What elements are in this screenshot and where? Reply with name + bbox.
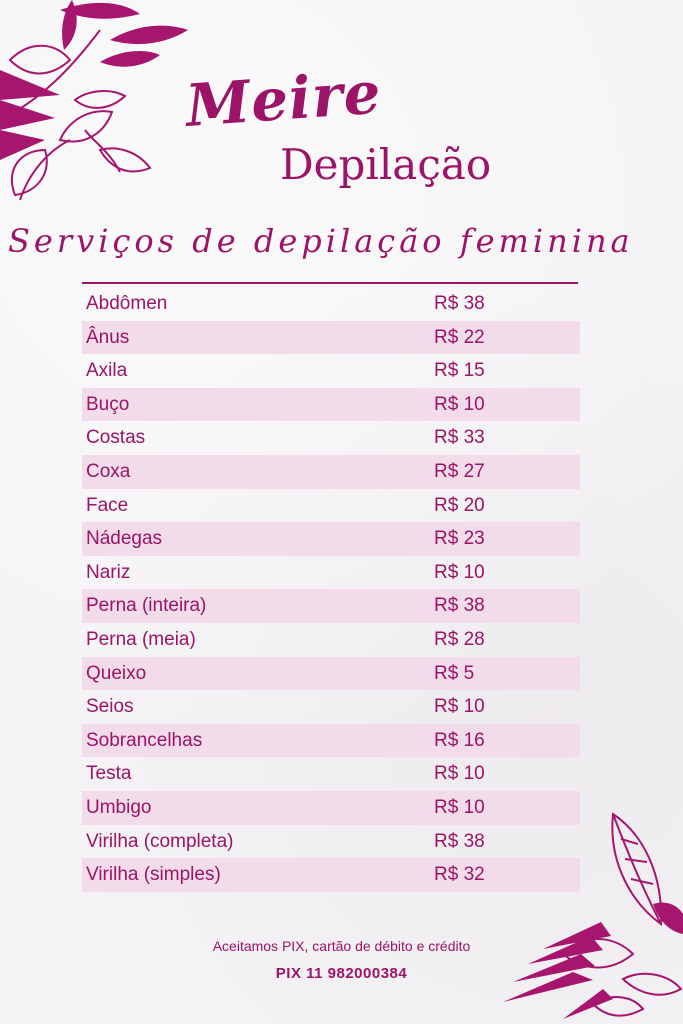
price-row — [82, 623, 580, 657]
service-name: Axila — [86, 360, 128, 382]
service-price: R$ 10 — [434, 763, 485, 785]
price-row — [82, 825, 580, 859]
service-name: Coxa — [86, 460, 131, 482]
price-row — [82, 354, 580, 388]
price-row — [82, 757, 580, 791]
service-name: Seios — [86, 696, 134, 718]
service-price: R$ 38 — [434, 830, 485, 852]
price-row — [82, 455, 580, 489]
price-row — [82, 791, 580, 825]
price-row — [82, 522, 580, 556]
service-name: Umbigo — [86, 796, 152, 818]
payment-note: Aceitamos PIX, cartão de débito e crédito — [212, 938, 471, 954]
service-price: R$ 28 — [434, 628, 485, 650]
service-name: Ânus — [86, 326, 130, 348]
brand-script-title: Meire — [183, 58, 384, 140]
service-name: Sobrancelhas — [86, 729, 203, 751]
service-price: R$ 16 — [434, 729, 485, 751]
service-name: Buço — [86, 393, 130, 415]
service-price: R$ 10 — [434, 561, 485, 583]
service-price: R$ 23 — [434, 528, 485, 550]
service-price: R$ 10 — [434, 393, 485, 415]
price-row — [82, 690, 580, 724]
service-price: R$ 32 — [434, 864, 485, 886]
service-name: Abdômen — [86, 293, 168, 314]
service-price: R$ 20 — [434, 494, 485, 516]
price-row — [82, 657, 580, 691]
divider-line — [82, 282, 578, 284]
service-name: Queixo — [86, 662, 147, 684]
brand-name-title: Depilação — [280, 140, 492, 189]
service-name: Virilha (completa) — [86, 830, 234, 852]
price-row — [82, 321, 580, 355]
floral-decoration-top-left — [0, 0, 200, 215]
price-row — [82, 388, 580, 422]
service-price: R$ 27 — [434, 460, 485, 482]
service-price: R$ 33 — [434, 427, 485, 449]
price-row — [82, 556, 580, 590]
service-name: Virilha (simples) — [86, 864, 221, 886]
service-name: Testa — [86, 763, 132, 785]
service-name: Costas — [86, 427, 146, 449]
pix-contact: PIX 11 982000384 — [275, 965, 408, 982]
service-name: Nariz — [86, 561, 131, 583]
service-name: Perna (inteira) — [86, 595, 207, 617]
service-price: R$ 15 — [434, 360, 485, 382]
price-row — [82, 858, 580, 892]
price-row — [82, 421, 580, 455]
service-name: Face — [86, 494, 129, 516]
section-title: Serviços de depilação feminina — [8, 222, 634, 260]
service-price: R$ 5 — [434, 662, 475, 684]
service-price: R$ 22 — [434, 326, 485, 348]
service-price: R$ 38 — [434, 595, 485, 617]
service-price: R$ 10 — [434, 696, 485, 718]
service-name: Nádegas — [86, 528, 163, 550]
service-price: R$ 38 — [434, 293, 485, 314]
service-name: Perna (meia) — [86, 628, 196, 650]
price-row — [82, 724, 580, 758]
price-list — [82, 287, 580, 892]
price-row — [82, 287, 580, 321]
price-row — [82, 589, 580, 623]
service-price: R$ 10 — [434, 796, 485, 818]
price-row — [82, 489, 580, 523]
